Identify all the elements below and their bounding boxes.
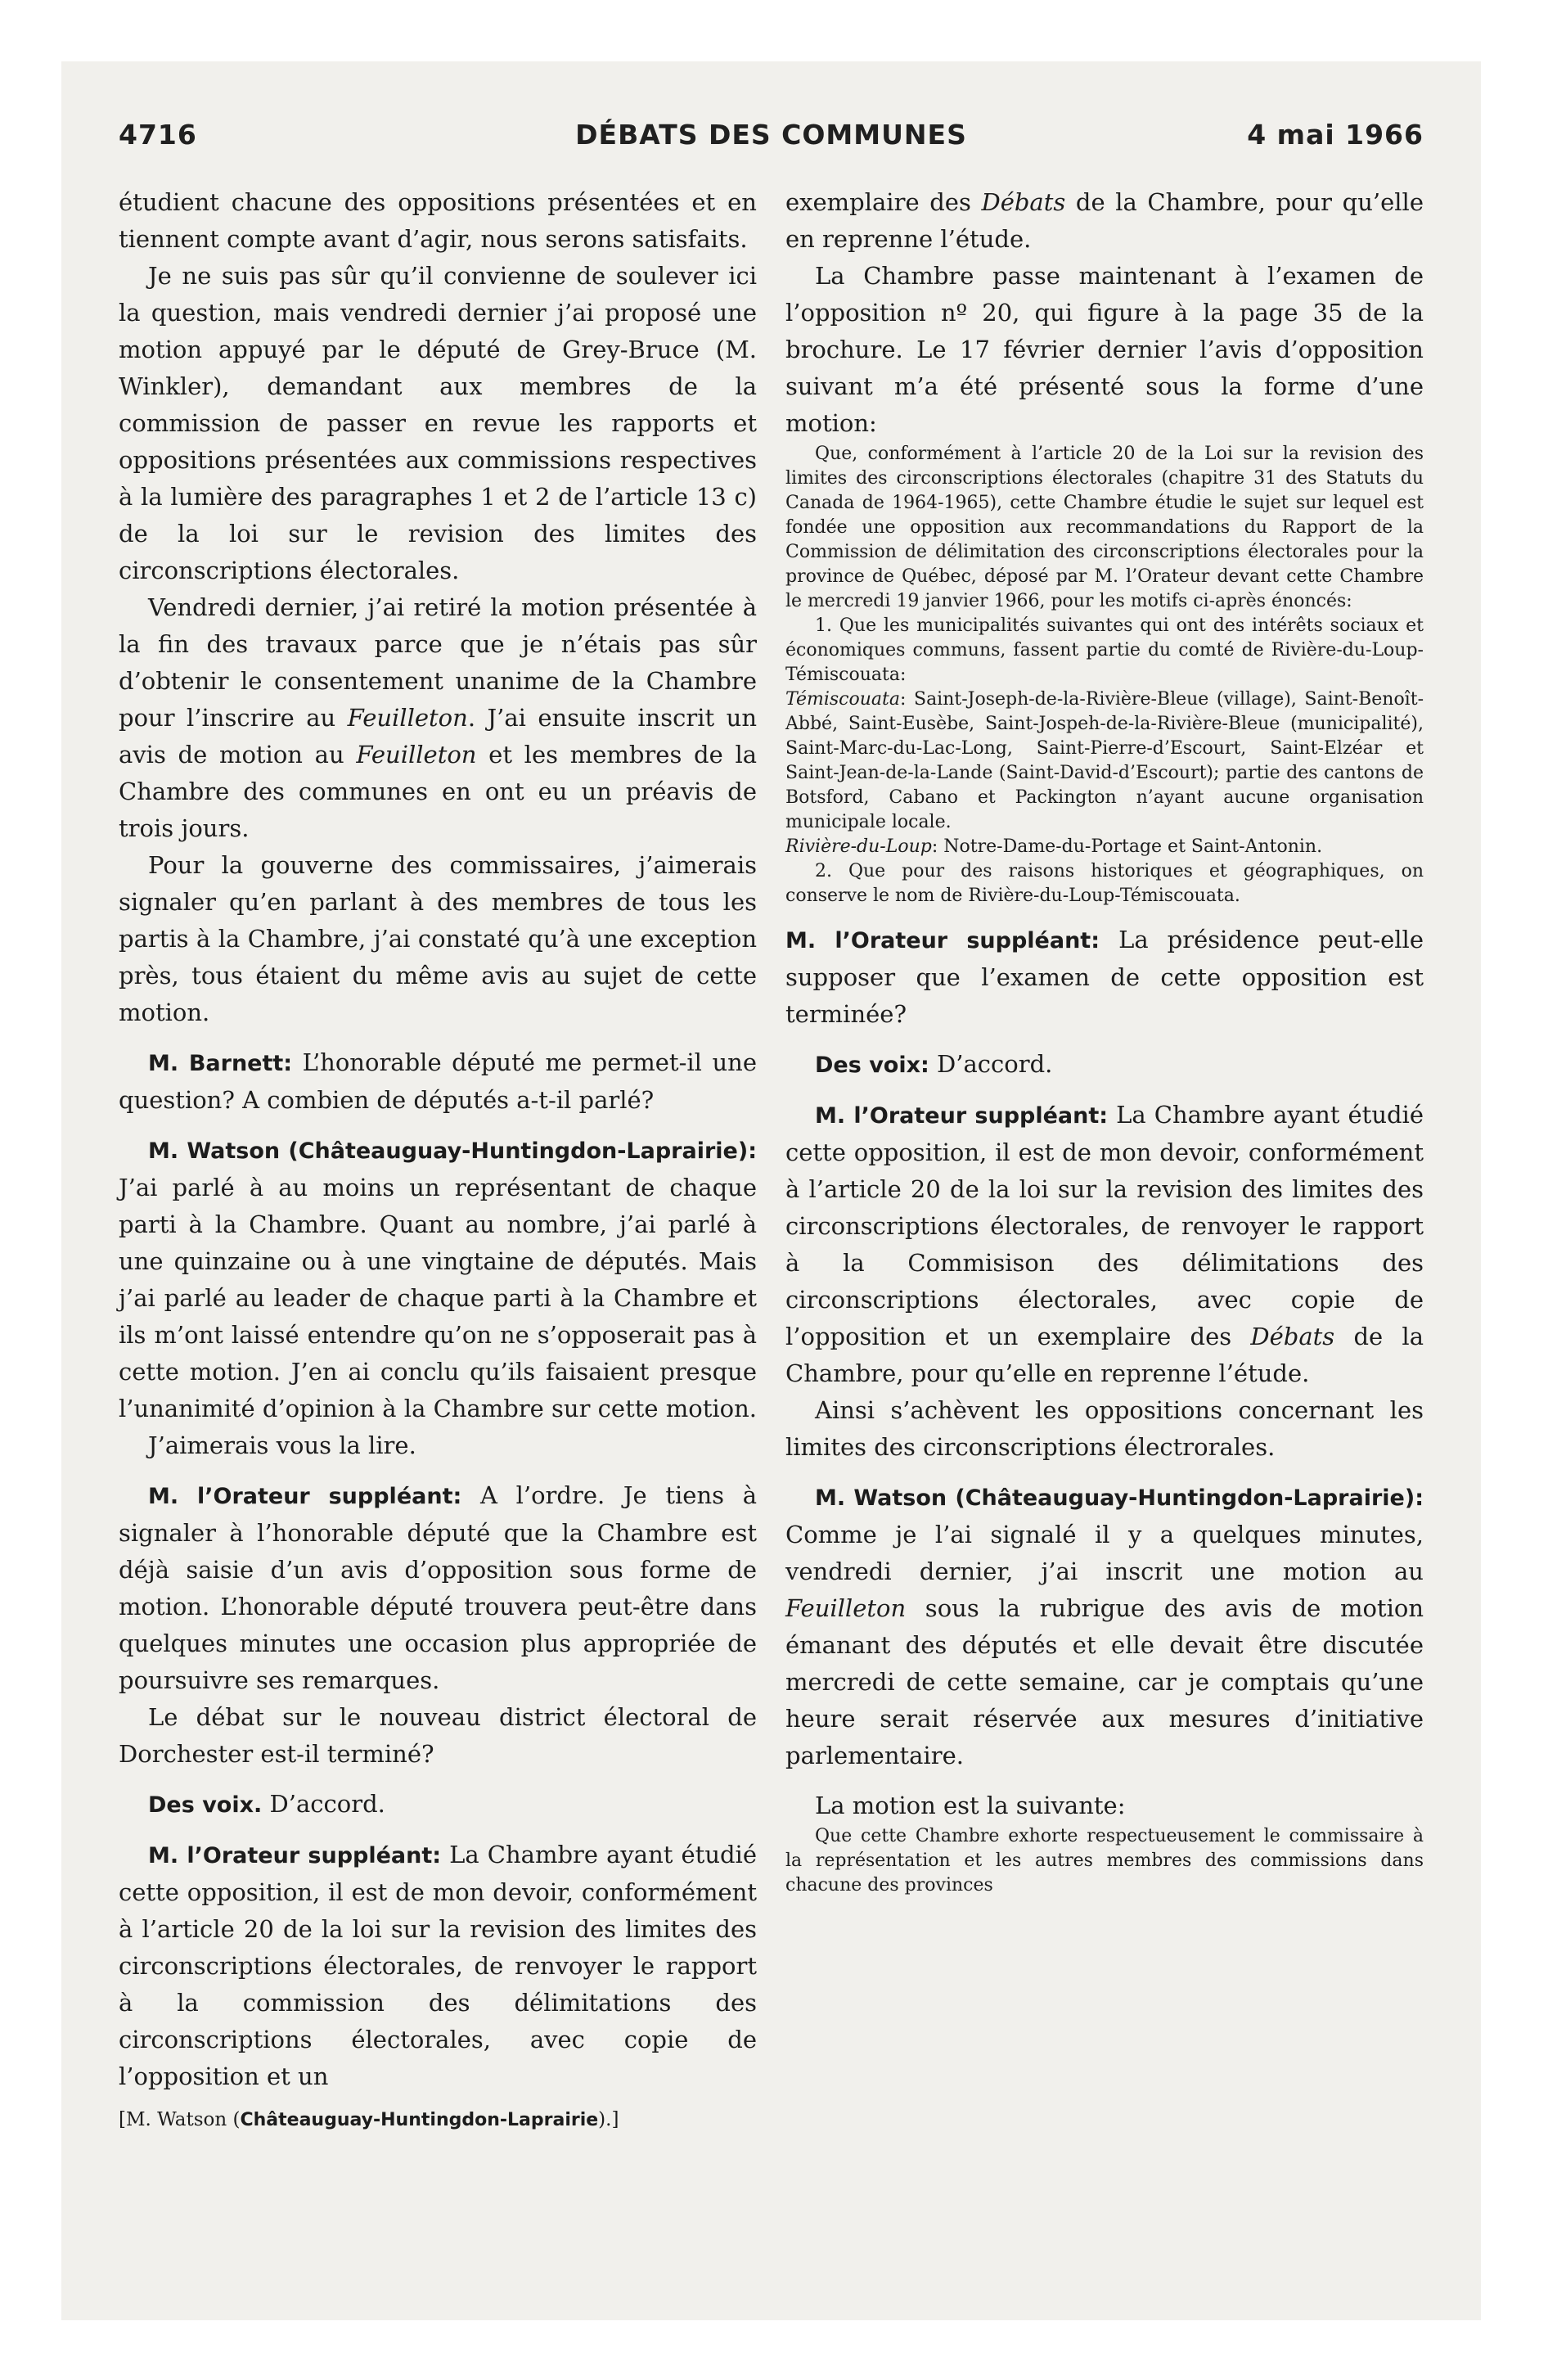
paragraph xyxy=(119,184,757,258)
speaker-name: M. l’Orateur suppléant: xyxy=(148,1843,442,1868)
speaker-name: Châteauguay-Huntingdon-Laprairie xyxy=(240,2110,599,2130)
text-run: L’honorable député me permet-il une question? A combien de députés a-t-il parlé? xyxy=(119,1048,757,1114)
paragraph xyxy=(119,1699,757,1773)
paragraph xyxy=(119,1044,757,1119)
text-run: Comme je l’ai signalé il y a quelques minutes, vendredi dernier, j’ai inscrit une motion au xyxy=(785,1521,1424,1585)
italic-text: Rivière-du-Loup xyxy=(785,836,932,857)
speaker-name: Des voix. xyxy=(148,1792,263,1818)
text-run: et les membres de la Chambre des communes en ont eu un préavis de trois jours. xyxy=(119,741,758,842)
text-run: D’accord. xyxy=(262,1790,385,1818)
speaker-name: M. l’Orateur suppléant: xyxy=(148,1484,462,1509)
text-run: exemplaire des xyxy=(785,188,982,216)
text-run: La Chambre ayant étudié cette opposition, il est de mon devoir, conformément à l’article 20 de la loi sur la revision des limites des circonscriptions électorales, de renvoyer le rapport à la commission des délimitations des circonscriptions électorales, avec copie de l’opposition et un xyxy=(119,1841,757,2090)
paragraph xyxy=(119,1477,757,1699)
issue-date: 4 mai 1966 xyxy=(1247,119,1424,151)
paragraph xyxy=(785,1046,1424,1084)
quoted-motion-paragraph xyxy=(785,687,1424,835)
paragraph xyxy=(785,1392,1424,1466)
paragraph xyxy=(785,184,1424,258)
italic-text: Feuilleton xyxy=(356,741,477,769)
text-run: 1. Que les municipalités suivantes qui ont des intérêts sociaux et économiques communs, fassent partie du comté de Rivière-du-Loup-Témiscouata: xyxy=(785,615,1424,685)
left-column xyxy=(119,184,757,2134)
page-header xyxy=(119,119,1424,168)
paragraph xyxy=(785,1787,1424,1824)
text-run: Ainsi s’achèvent les oppositions concernant les limites des circonscriptions électrorales. xyxy=(785,1396,1424,1461)
paragraph xyxy=(119,258,757,589)
text-run: 2. Que pour des raisons historiques et géographiques, on conserve le nom de Rivière-du-Loup-Témiscouata. xyxy=(785,861,1424,906)
speaker-name: M. l’Orateur suppléant: xyxy=(815,1103,1109,1129)
text-run: ).] xyxy=(598,2109,619,2130)
quoted-motion-paragraph xyxy=(785,835,1424,859)
paragraph xyxy=(119,1427,757,1464)
italic-text: Témiscouata xyxy=(785,689,900,710)
text-run: Vendredi dernier, j’ai retiré la motion présentée à la fin des travaux parce que je n’étais pas sûr d’obtenir le consentement unanime de la Chambre pour l’inscrire au xyxy=(119,593,757,732)
right-column xyxy=(785,184,1424,1898)
quoted-motion-paragraph xyxy=(785,442,1424,614)
speaker-name: M. Watson (Châteauguay-Huntingdon-Laprairie): xyxy=(815,1485,1424,1511)
paragraph xyxy=(785,922,1424,1033)
text-run: A l’ordre. Je tiens à signaler à l’honorable député que la Chambre est déjà saisie d’un avis d’opposition sous forme de motion. L’honorable député trouvera peut-être dans quelques minutes une occasion plus appropriée de poursuivre ses remarques. xyxy=(119,1481,757,1694)
paragraph xyxy=(119,847,757,1031)
text-run: La Chambre ayant étudié cette opposition, il est de mon devoir, conformément à l’article 20 de la loi sur la revision des limites des circonscriptions électorales, de renvoyer le rapport à la Commisison des délimitations des circonscriptions électorales, avec copie de l’opposition et un exemplaire des xyxy=(785,1101,1424,1350)
text-run: La présidence peut-elle supposer que l’examen de cette opposition est terminée? xyxy=(785,926,1424,1028)
text-run: de la Chambre, pour qu’elle en reprenne l’étude. xyxy=(785,188,1424,253)
paragraph xyxy=(785,1479,1424,1774)
text-run: Je ne suis pas sûr qu’il convienne de soulever ici la question, mais vendredi dernier j’ai proposé une motion appuyé par le député de Grey-Bruce (M. Winkler), demandant aux membres de la commission de passer en revue les rapports et oppositions présentées aux commissions respectives à la lumière des paragraphes 1 et 2 de l’article 13 c) de la loi sur le revision des limites des circonscriptions électorales. xyxy=(119,262,757,584)
text-run: sous la rubrigue des avis de motion émanant des députés et elle devait être discutée mercredi de cette semaine, car je comptais qu’une heure serait réservée aux mesures d’initiative parlementaire. xyxy=(785,1594,1424,1769)
italic-text: Débats xyxy=(981,188,1066,216)
text-run: J’aimerais vous la lire. xyxy=(148,1431,416,1459)
page xyxy=(61,61,1481,2320)
text-run: [M. Watson ( xyxy=(119,2109,241,2130)
paragraph xyxy=(119,1837,757,2095)
quoted-motion-paragraph xyxy=(785,614,1424,687)
paragraph xyxy=(119,1132,757,1427)
text-run: D’accord. xyxy=(929,1050,1053,1078)
italic-text: Débats xyxy=(1250,1323,1335,1350)
paragraph xyxy=(119,1786,757,1823)
paragraph xyxy=(785,1097,1424,1392)
text-run: étudient chacune des oppositions présentées et en tiennent compte avant d’agir, nous serons satisfaits. xyxy=(119,188,757,253)
page-number: 4716 xyxy=(119,119,197,151)
speaker-name: Des voix: xyxy=(815,1053,929,1078)
paragraph xyxy=(119,589,757,847)
text-run: : Saint-Joseph-de-la-Rivière-Bleue (village), Saint-Benoît-Abbé, Saint-Eusèbe, Saint-Jospeh-de-la-Rivière-Bleue (municipalité), Saint-Marc-du-Lac-Long, Saint-Pierre-d’Escourt, Saint-Elzéar et Saint-Jean-de-la-Lande (Saint-David-d’Escourt); partie des cantons de Botsford, Cabano et Packington n’ayant aucune organisation municipale locale. xyxy=(785,689,1424,832)
italic-text: Feuilleton xyxy=(785,1594,907,1622)
text-run: La motion est la suivante: xyxy=(815,1792,1126,1819)
text-run: Pour la gouverne des commissaires, j’aimerais signaler qu’en parlant à des membres de tous les partis à la Chambre, j’ai constaté qu’à une exception près, tous étaient du même avis au sujet de cette motion. xyxy=(119,851,757,1026)
paragraph xyxy=(785,258,1424,442)
text-run: La Chambre passe maintenant à l’examen de l’opposition nº 20, qui figure à la page 35 de la brochure. Le 17 février dernier l’avis d’opposition suivant m’a été présenté sous la forme d’une motion: xyxy=(785,262,1424,437)
publication-title: DÉBATS DES COMMUNES xyxy=(575,119,967,151)
speaker-name: M. l’Orateur suppléant: xyxy=(785,928,1100,953)
running-footnote xyxy=(119,2107,757,2134)
italic-text: Feuilleton xyxy=(347,704,468,732)
quoted-motion-paragraph xyxy=(785,1824,1424,1898)
text-run: J’ai parlé à au moins un représentant de chaque parti à la Chambre. Quant au nombre, j’ai parlé à une quinzaine ou à une vingtaine de députés. Mais j’ai parlé au leader de chaque parti à la Chambre et ils m’ont laissé entendre qu’on ne s’opposerait pas à cette motion. J’en ai conclu qu’ils faisaient presque l’unanimité d’opinion à la Chambre sur cette motion. xyxy=(119,1174,758,1422)
text-run: : Notre-Dame-du-Portage et Saint-Antonin. xyxy=(931,836,1323,857)
text-run: Que, conformément à l’article 20 de la Loi sur la revision des limites des circonscriptions électorales (chapitre 31 des Statuts du Canada de 1964-1965), cette Chambre étudie le sujet sur lequel est fondée une opposition aux recommandations du Rapport de la Commission de délimitation des circonscriptions électorales pour la province de Québec, déposé par M. l’Orateur devant cette Chambre le mercredi 19 janvier 1966, pour les motifs ci-après énoncés: xyxy=(785,444,1424,611)
speaker-name: M. Barnett: xyxy=(148,1051,293,1076)
text-run: Que cette Chambre exhorte respectueusement le commissaire à la représentation et les autres membres des commissions dans chacune des provinces xyxy=(785,1826,1424,1895)
quoted-motion-paragraph xyxy=(785,859,1424,908)
text-run: Le débat sur le nouveau district électoral de Dorchester est-il terminé? xyxy=(119,1703,757,1768)
text-run: . J’ai ensuite inscrit un avis de motion au xyxy=(119,704,757,769)
speaker-name: M. Watson (Châteauguay-Huntingdon-Laprairie): xyxy=(148,1138,757,1164)
text-run: de la Chambre, pour qu’elle en reprenne l’étude. xyxy=(785,1323,1424,1387)
